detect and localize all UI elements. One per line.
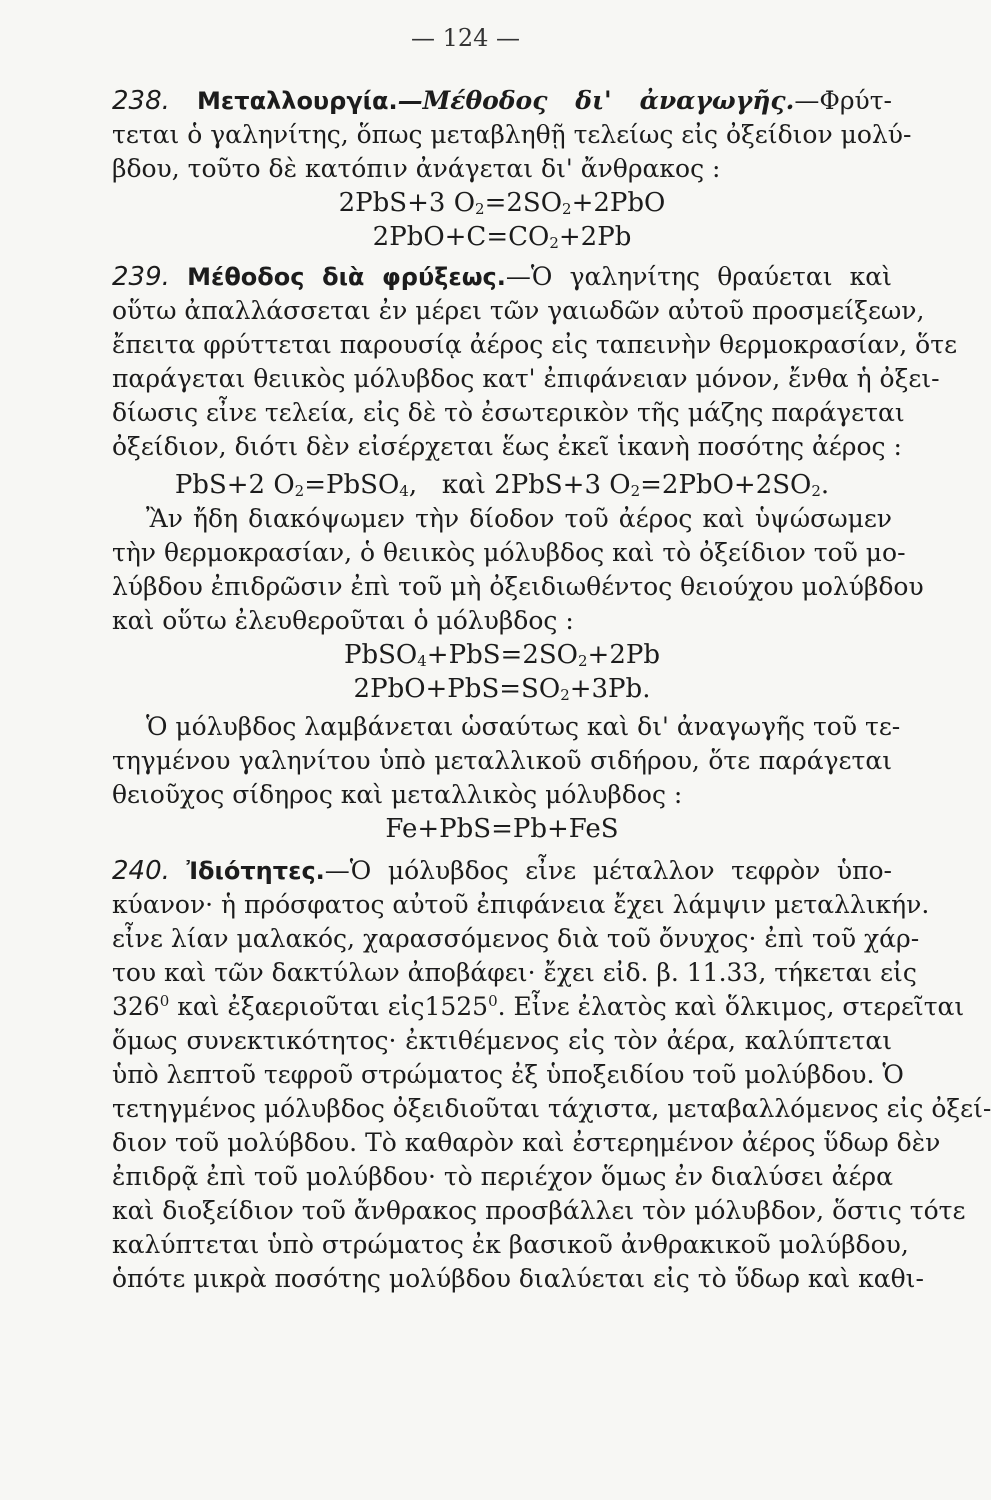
- page-text: [112, 80, 991, 1296]
- sec238-subtitle: —Μέθοδος δι' ἀναγωγῆς.: [397, 86, 795, 115]
- text-line: του καὶ τῶν δακτύλων ἀποβάφει· ἔχει εἰδ. β. 11.33, τήκεται εἰς: [112, 958, 917, 987]
- text-line: ὀξείδιον, διότι δὲν εἰσέρχεται ἕως ἐκεῖ ἱκανὴ ποσότης ἀέρος :: [112, 432, 902, 461]
- text-line: Ἂν ἤδη διακόψωμεν τὴν δίοδον τοῦ ἀέρος καὶ ὑψώσωμεν: [146, 504, 892, 533]
- text-line: τὴν θερμοκρασίαν, ὁ θειικὸς μόλυβδος καὶ τὸ ὀξείδιον τοῦ μο-: [112, 538, 906, 567]
- sec239-heading-line: [112, 260, 892, 294]
- text-line: καὶ οὕτω ἐλευθεροῦται ὁ μόλυβδος :: [112, 606, 574, 635]
- text-line: Ὁ μόλυβδος λαμβάνεται ὡσαύτως καὶ δι' ἀναγωγῆς τοῦ τε-: [146, 712, 901, 741]
- sec238-line1-rest: —Φρύτ-: [794, 86, 892, 115]
- text-line: οὕτω ἀπαλλάσσεται ἐν μέρει τῶν γαιωδῶν αὐτοῦ προσμείξεων,: [112, 296, 925, 325]
- text-line: δίωσις εἶνε τελεία, εἰς δὲ τὸ ἐσωτερικὸν τῆς μάζης παράγεται: [112, 398, 905, 427]
- text-line: ὁπότε μικρὰ ποσότης μολύβδου διαλύεται εἰς τὸ ὕδωρ καὶ καθι-: [112, 1264, 924, 1293]
- text-line: ὅμως συνεκτικότητος· ἐκτιθέμενος εἰς τὸν ἀέρα, καλύπτεται: [112, 1026, 892, 1055]
- text-line: κύανον· ἡ πρόσφατος αὐτοῦ ἐπιφάνεια ἔχει λάμψιν μεταλλικήν.: [112, 890, 930, 919]
- text-line: βδου, τοῦτο δὲ κατόπιν ἀνάγεται δι' ἄνθρακος :: [112, 154, 721, 183]
- sec239-line1-rest: —Ὁ γαληνίτης θραύεται καὶ: [505, 262, 892, 291]
- sec240-line1-rest: —Ὁ μόλυβδος εἶνε μέταλλον τεφρὸν ὑπο-: [324, 856, 892, 885]
- equation-1: 2PbS+3 $O_2=2SO_2+2PbO$: [338, 188, 666, 218]
- text-line: ἐπιδρᾷ ἐπὶ τοῦ μολύβδου· τὸ περιέχον ὅμως ἐν διαλύσει ἀέρα: [112, 1162, 893, 1191]
- sec239-number: 239.: [112, 262, 170, 292]
- text-line: ὑπὸ λεπτοῦ τεφροῦ στρώματος ἐξ ὑποξειδίου τοῦ μολύβδου. Ὁ: [112, 1060, 904, 1089]
- equation-6: Fe+PbS=Pb+FeS: [385, 814, 619, 844]
- sec239-title: Μέθοδος διὰ φρύξεως.: [187, 263, 506, 291]
- equation-3: PbS+2 $O_2=PbSO_4$, καὶ 2PbS+3 $O_2=2PbO+2SO_2$.: [174, 470, 830, 500]
- text-line: ἔπειτα φρύττεται παρουσίᾳ ἀέρος εἰς ταπεινὴν θερμοκρασίαν, ὅτε: [112, 330, 958, 359]
- page-number: — 124 —: [410, 24, 521, 52]
- sec238-title: Μεταλλουργία.: [197, 87, 398, 115]
- equation-4: $PbSO_4+PbS=2SO_2+2Pb$: [343, 640, 661, 670]
- text-line-temperature: $326^0$ καὶ ἐξαεριοῦται εἰς1525$^0$. Εἶνε ἐλατὸς καὶ ὅλκιμος, στερεῖται: [112, 992, 965, 1021]
- text-line: διον τοῦ μολύβδου. Τὸ καθαρὸν καὶ ἐστερημένον ἀέρος ὕδωρ δὲν: [112, 1128, 941, 1157]
- sec240-heading-line: [112, 854, 892, 888]
- text-line: καλύπτεται ὑπὸ στρώματος ἐκ βασικοῦ ἀνθρακικοῦ μολύβδου,: [112, 1230, 909, 1259]
- sec238-number: 238.: [112, 86, 170, 116]
- equation-5: $2PbO+PbS=SO_2+3Pb$.: [353, 674, 651, 704]
- text-line: λύβδου ἐπιδρῶσιν ἐπὶ τοῦ μὴ ὀξειδιωθέντος θειούχου μολύβδου: [112, 572, 924, 601]
- sec240-title: Ἰδιότητες.: [186, 857, 325, 885]
- sec238-heading-line: [112, 84, 892, 118]
- sec240-number: 240.: [112, 856, 170, 886]
- text-line: εἶνε λίαν μαλακός, χαρασσόμενος διὰ τοῦ ὄνυχος· ἐπὶ τοῦ χάρ-: [112, 924, 920, 953]
- text-line: καὶ διοξείδιον τοῦ ἄνθρακος προσβάλλει τὸν μόλυβδον, ὅστις τότε: [112, 1196, 966, 1225]
- text-line: τετηγμένος μόλυβδος ὀξειδιοῦται τάχιστα, μεταβαλλόμενος εἰς ὀξεί-: [112, 1094, 991, 1123]
- text-line: θειοῦχος σίδηρος καὶ μεταλλικὸς μόλυβδος :: [112, 780, 683, 809]
- text-line: τηγμένου γαληνίτου ὑπὸ μεταλλικοῦ σιδήρου, ὅτε παράγεται: [112, 746, 892, 775]
- text-line: τεται ὁ γαληνίτης, ὅπως μεταβληθῇ τελείως εἰς ὀξείδιον μολύ-: [112, 120, 912, 149]
- equation-2: $2PbO+C=CO_2+2Pb$: [372, 222, 632, 252]
- text-line: παράγεται θειικὸς μόλυβδος κατ' ἐπιφάνειαν μόνον, ἔνθα ἡ ὀξει-: [112, 364, 940, 393]
